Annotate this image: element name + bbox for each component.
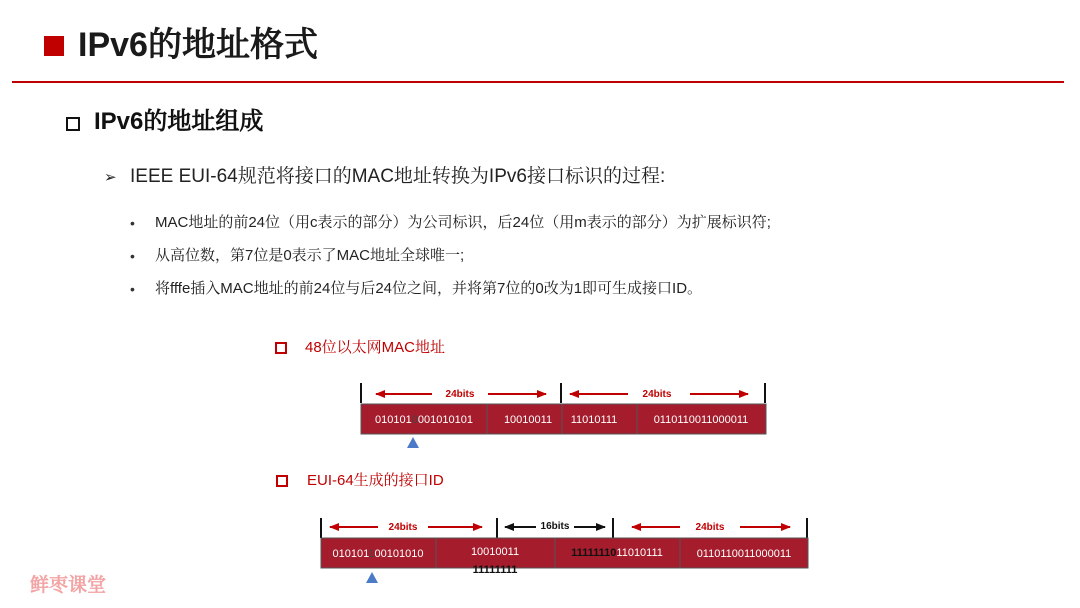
section-title: IPv6的地址组成 <box>94 108 264 135</box>
mac-cell-text: 0110110011000011 <box>653 414 749 426</box>
sub-heading: IEEE EUI-64规范将接口的MAC地址转换为IPv6接口标识的过程: <box>130 166 666 187</box>
eui-cell-text: 10010011 <box>470 546 520 558</box>
span-label: 24bits <box>695 522 725 533</box>
span-label: 24bits <box>642 389 672 400</box>
watermark: 鲜枣课堂 <box>30 575 107 596</box>
mac-cell-text: 11010111 <box>570 414 618 426</box>
diagram2-brackets <box>321 518 807 538</box>
bit7-marker-icon <box>366 572 378 583</box>
diagram1-cells <box>361 404 766 434</box>
bit7-marker-icon <box>407 437 419 448</box>
eui-cell-text: 010101100101010 <box>332 548 424 560</box>
bullet-text-3: 将fffe插入MAC地址的前24位与后24位之间，并将第7位的0改为1即可生成接口ID。 <box>155 280 703 297</box>
bullet-dot-icon: • <box>130 281 135 297</box>
diagram1-brackets <box>361 383 765 403</box>
diagram2-cells <box>321 538 808 576</box>
span-label: 24bits <box>388 522 418 533</box>
eui-cell-text: 1111111011010111 <box>571 547 663 559</box>
span-label: 16bits <box>540 521 570 532</box>
fffe-insert-text: 11111111 <box>472 564 518 576</box>
diagram2-label: EUI-64生成的接口ID <box>307 472 444 489</box>
diagram1-label: 48位以太网MAC地址 <box>305 339 446 356</box>
bullet-dot-icon: • <box>130 248 135 264</box>
span-label: 24bits <box>445 389 475 400</box>
mac-cell-text: 10010011 <box>503 414 553 426</box>
bullet-text-2: 从高位数，第7位是0表示了MAC地址全球唯一; <box>155 247 465 264</box>
mac-cell-text: 0101010001010101 <box>375 414 473 426</box>
bullet-text-1: MAC地址的前24位（用c表示的部分）为公司标识，后24位（用m表示的部分）为扩展标识符; <box>155 214 771 231</box>
bullet-dot-icon: • <box>130 215 135 231</box>
page-title: IPv6的地址格式 <box>78 26 318 64</box>
eui-cell-text: 0110110011000011 <box>696 548 792 560</box>
arrow-bullet-icon: ➢ <box>104 169 117 186</box>
